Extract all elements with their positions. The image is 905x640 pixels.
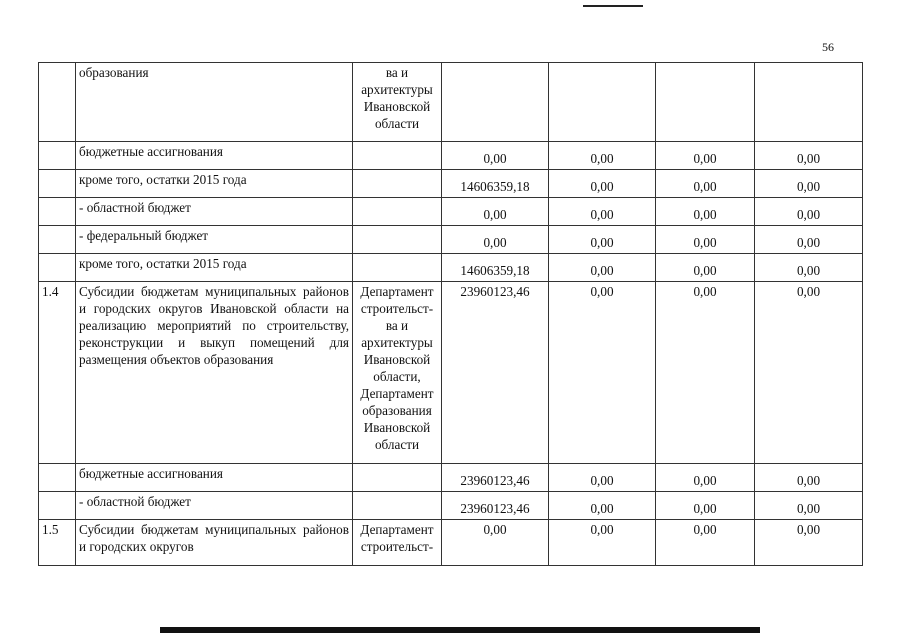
row-department: ва и архитектуры Ивановской области bbox=[353, 63, 442, 142]
row-department bbox=[353, 170, 442, 198]
row-name: Субсидии бюджетам муниципальных районов и городских округов Ивановской области на реализацию мероприятий по строительству, реконструкции и выкуп помещений для размещения объектов образования bbox=[76, 282, 353, 464]
value-3 bbox=[656, 63, 755, 142]
value-2: 0,00 bbox=[549, 492, 656, 520]
row-name: бюджетные ассигнования bbox=[76, 464, 353, 492]
value-2: 0,00 bbox=[549, 226, 656, 254]
row-department bbox=[353, 492, 442, 520]
value-3: 0,00 bbox=[656, 226, 755, 254]
value-3: 0,00 bbox=[656, 492, 755, 520]
value-4: 0,00 bbox=[755, 226, 863, 254]
row-number bbox=[39, 464, 76, 492]
page-number: 56 bbox=[822, 40, 834, 54]
row-department bbox=[353, 226, 442, 254]
value-2: 0,00 bbox=[549, 464, 656, 492]
value-2: 0,00 bbox=[549, 142, 656, 170]
value-3: 0,00 bbox=[656, 142, 755, 170]
table-row bbox=[39, 63, 863, 142]
value-1: 0,00 bbox=[442, 226, 549, 254]
value-1: 0,00 bbox=[442, 520, 549, 566]
table-row bbox=[39, 198, 863, 226]
value-2: 0,00 bbox=[549, 254, 656, 282]
table-row bbox=[39, 170, 863, 198]
row-number bbox=[39, 226, 76, 254]
row-department: Департамент строительст-ва и архитектуры Ивановской области, Департамент образования Ивановской области bbox=[353, 282, 442, 464]
row-department bbox=[353, 464, 442, 492]
row-number bbox=[39, 142, 76, 170]
row-name: - областной бюджет bbox=[76, 198, 353, 226]
row-name: кроме того, остатки 2015 года bbox=[76, 170, 353, 198]
table-row bbox=[39, 226, 863, 254]
value-4: 0,00 bbox=[755, 282, 863, 464]
row-number bbox=[39, 170, 76, 198]
value-3: 0,00 bbox=[656, 464, 755, 492]
value-3: 0,00 bbox=[656, 520, 755, 566]
value-4: 0,00 bbox=[755, 254, 863, 282]
bottom-scan-bar bbox=[160, 627, 760, 633]
row-number bbox=[39, 63, 76, 142]
value-2: 0,00 bbox=[549, 520, 656, 566]
value-4 bbox=[755, 63, 863, 142]
value-3: 0,00 bbox=[656, 254, 755, 282]
budget-table bbox=[38, 62, 863, 566]
value-4: 0,00 bbox=[755, 142, 863, 170]
value-4: 0,00 bbox=[755, 520, 863, 566]
value-4: 0,00 bbox=[755, 198, 863, 226]
value-1: 14606359,18 bbox=[442, 254, 549, 282]
value-1: 14606359,18 bbox=[442, 170, 549, 198]
top-rule bbox=[583, 5, 643, 7]
value-2: 0,00 bbox=[549, 198, 656, 226]
table-row bbox=[39, 142, 863, 170]
value-4: 0,00 bbox=[755, 464, 863, 492]
table-row bbox=[39, 282, 863, 464]
row-name: - областной бюджет bbox=[76, 492, 353, 520]
value-3: 0,00 bbox=[656, 198, 755, 226]
value-1: 23960123,46 bbox=[442, 464, 549, 492]
value-4: 0,00 bbox=[755, 492, 863, 520]
value-1: 23960123,46 bbox=[442, 492, 549, 520]
value-1 bbox=[442, 63, 549, 142]
row-department: Департамент строительст- bbox=[353, 520, 442, 566]
row-number: 1.4 bbox=[39, 282, 76, 464]
value-3: 0,00 bbox=[656, 170, 755, 198]
row-name: Субсидии бюджетам муниципальных районов и городских округов bbox=[76, 520, 353, 566]
row-name: кроме того, остатки 2015 года bbox=[76, 254, 353, 282]
value-1: 0,00 bbox=[442, 198, 549, 226]
row-name: образования bbox=[76, 63, 353, 142]
row-name: - федеральный бюджет bbox=[76, 226, 353, 254]
value-4: 0,00 bbox=[755, 170, 863, 198]
table-row bbox=[39, 254, 863, 282]
value-1: 23960123,46 bbox=[442, 282, 549, 464]
row-department bbox=[353, 142, 442, 170]
row-number bbox=[39, 492, 76, 520]
value-2: 0,00 bbox=[549, 170, 656, 198]
row-name: бюджетные ассигнования bbox=[76, 142, 353, 170]
row-department bbox=[353, 254, 442, 282]
row-number: 1.5 bbox=[39, 520, 76, 566]
value-1: 0,00 bbox=[442, 142, 549, 170]
table-row bbox=[39, 492, 863, 520]
row-number bbox=[39, 254, 76, 282]
value-2 bbox=[549, 63, 656, 142]
table-row bbox=[39, 520, 863, 566]
row-number bbox=[39, 198, 76, 226]
table-row bbox=[39, 464, 863, 492]
value-3: 0,00 bbox=[656, 282, 755, 464]
value-2: 0,00 bbox=[549, 282, 656, 464]
row-department bbox=[353, 198, 442, 226]
